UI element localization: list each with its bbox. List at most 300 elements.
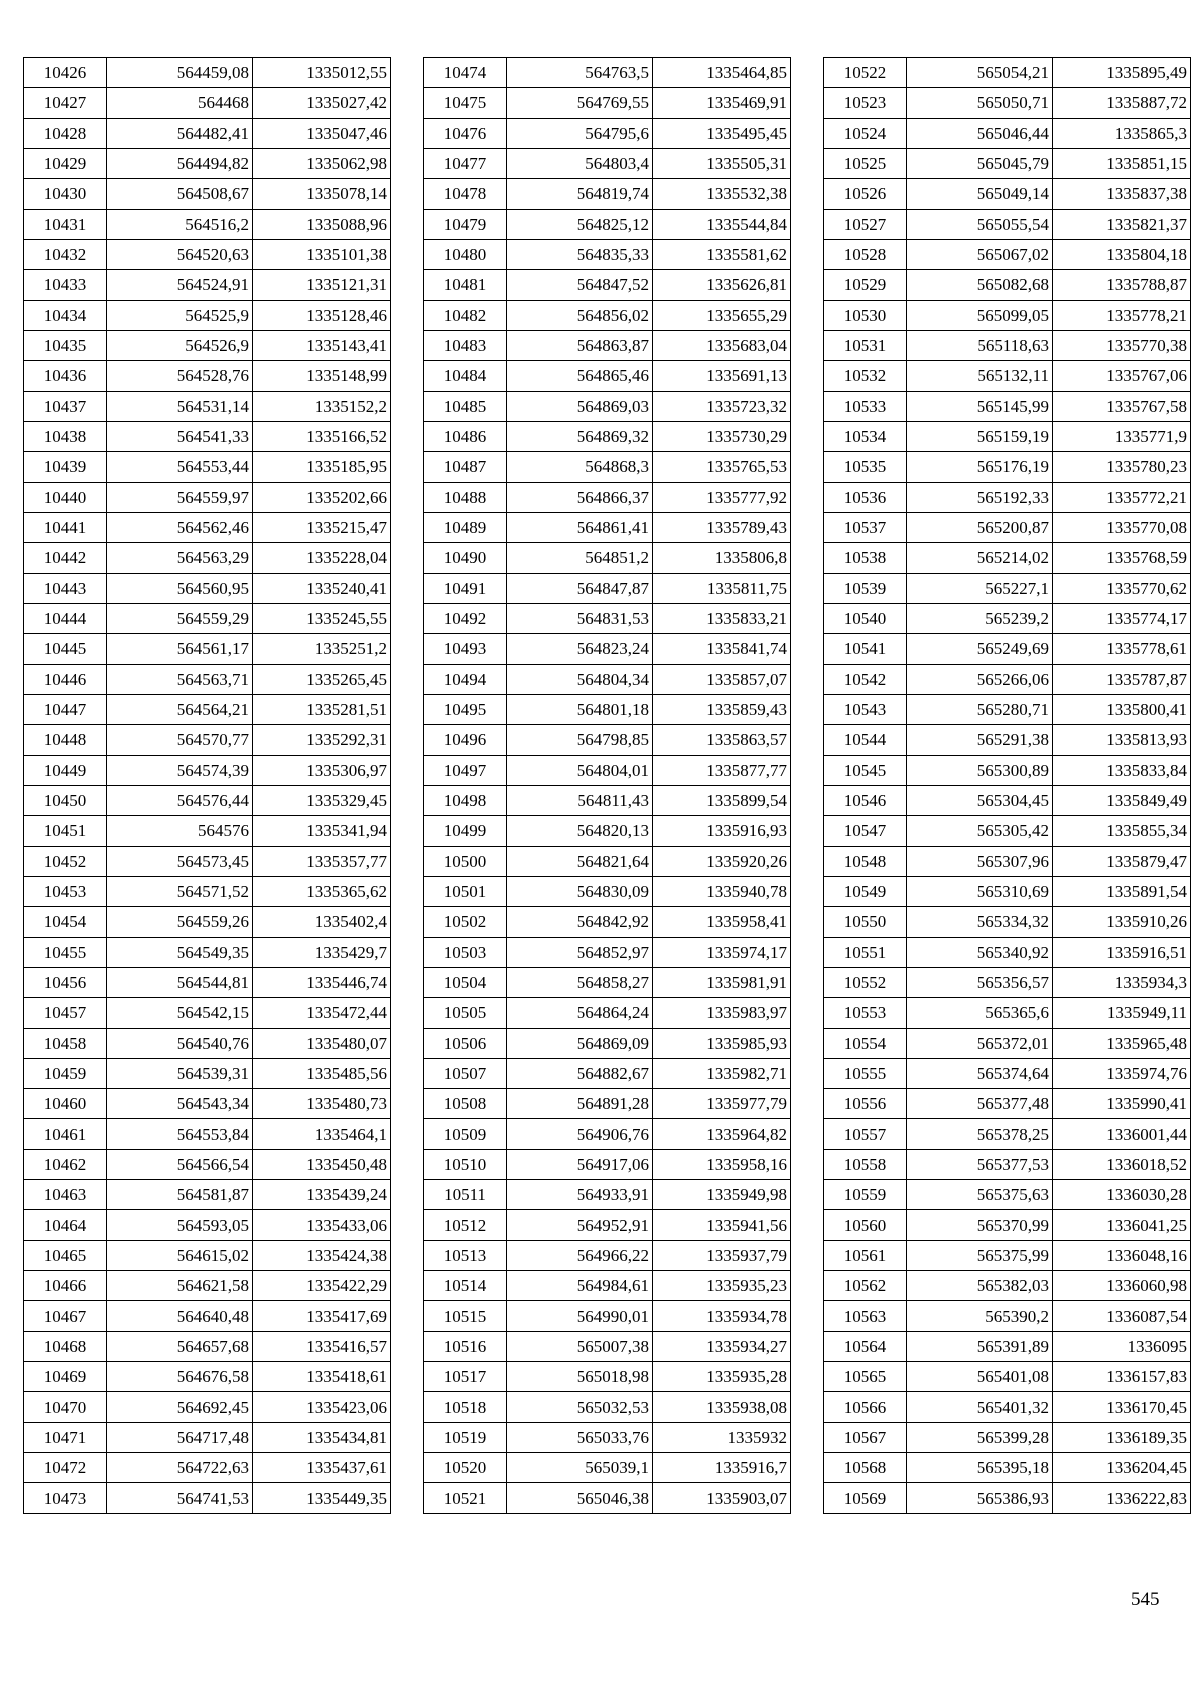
y-coordinate-cell: 1335143,41: [253, 330, 391, 360]
table-row: [24, 300, 391, 330]
table-row: [24, 816, 391, 846]
x-coordinate-cell: 564966,22: [507, 1240, 653, 1270]
point-number-cell: 10495: [424, 694, 507, 724]
point-number-cell: 10434: [24, 300, 107, 330]
table-row: [424, 1453, 791, 1483]
x-coordinate-cell: 564525,9: [107, 300, 253, 330]
table-row: [24, 967, 391, 997]
table-row: [24, 634, 391, 664]
x-coordinate-cell: 564831,53: [507, 603, 653, 633]
table-row: [824, 603, 1191, 633]
point-number-cell: 10550: [824, 907, 907, 937]
y-coordinate-cell: 1335865,3: [1053, 118, 1191, 148]
table-row: [824, 209, 1191, 239]
y-coordinate-cell: 1335012,55: [253, 58, 391, 88]
table-row: [824, 391, 1191, 421]
table-row: [824, 1362, 1191, 1392]
y-coordinate-cell: 1335121,31: [253, 270, 391, 300]
x-coordinate-cell: 565280,71: [907, 694, 1053, 724]
point-number-cell: 10555: [824, 1058, 907, 1088]
point-number-cell: 10486: [424, 421, 507, 451]
y-coordinate-cell: 1335811,75: [653, 573, 791, 603]
table-row: [824, 421, 1191, 451]
point-number-cell: 10456: [24, 967, 107, 997]
table-row: [424, 1271, 791, 1301]
y-coordinate-cell: 1335772,21: [1053, 482, 1191, 512]
table-row: [824, 664, 1191, 694]
x-coordinate-cell: 564741,53: [107, 1483, 253, 1513]
point-number-cell: 10442: [24, 543, 107, 573]
x-coordinate-cell: 564508,67: [107, 179, 253, 209]
y-coordinate-cell: 1335934,78: [653, 1301, 791, 1331]
point-number-cell: 10494: [424, 664, 507, 694]
y-coordinate-cell: 1335932: [653, 1422, 791, 1452]
table-row: [24, 543, 391, 573]
y-coordinate-cell: 1336060,98: [1053, 1271, 1191, 1301]
point-number-cell: 10532: [824, 361, 907, 391]
x-coordinate-cell: 564823,24: [507, 634, 653, 664]
y-coordinate-cell: 1335981,91: [653, 967, 791, 997]
x-coordinate-cell: 565176,19: [907, 452, 1053, 482]
x-coordinate-cell: 565227,1: [907, 573, 1053, 603]
x-coordinate-cell: 564820,13: [507, 816, 653, 846]
table-row: [24, 1422, 391, 1452]
y-coordinate-cell: 1335464,85: [653, 58, 791, 88]
point-number-cell: 10450: [24, 785, 107, 815]
x-coordinate-cell: 564576,44: [107, 785, 253, 815]
x-coordinate-cell: 564990,01: [507, 1301, 653, 1331]
y-coordinate-cell: 1335849,49: [1053, 785, 1191, 815]
table-row: [24, 755, 391, 785]
y-coordinate-cell: 1335774,17: [1053, 603, 1191, 633]
point-number-cell: 10568: [824, 1453, 907, 1483]
x-coordinate-cell: 565249,69: [907, 634, 1053, 664]
table-row: [24, 603, 391, 633]
x-coordinate-cell: 564856,02: [507, 300, 653, 330]
table-row: [824, 634, 1191, 664]
table-row: [824, 270, 1191, 300]
y-coordinate-cell: 1335916,7: [653, 1453, 791, 1483]
y-coordinate-cell: 1335472,44: [253, 998, 391, 1028]
point-number-cell: 10529: [824, 270, 907, 300]
point-number-cell: 10484: [424, 361, 507, 391]
x-coordinate-cell: 564819,74: [507, 179, 653, 209]
y-coordinate-cell: 1335777,92: [653, 482, 791, 512]
y-coordinate-cell: 1335910,26: [1053, 907, 1191, 937]
y-coordinate-cell: 1335813,93: [1053, 725, 1191, 755]
table-row: [824, 452, 1191, 482]
table-row: [424, 421, 791, 451]
y-coordinate-cell: 1335767,58: [1053, 391, 1191, 421]
y-coordinate-cell: 1335532,38: [653, 179, 791, 209]
table-row: [24, 1453, 391, 1483]
y-coordinate-cell: 1335804,18: [1053, 239, 1191, 269]
y-coordinate-cell: 1335778,61: [1053, 634, 1191, 664]
point-number-cell: 10537: [824, 512, 907, 542]
point-number-cell: 10512: [424, 1210, 507, 1240]
x-coordinate-cell: 565310,69: [907, 876, 1053, 906]
point-number-cell: 10452: [24, 846, 107, 876]
x-coordinate-cell: 565378,25: [907, 1119, 1053, 1149]
x-coordinate-cell: 564861,41: [507, 512, 653, 542]
y-coordinate-cell: 1335485,56: [253, 1058, 391, 1088]
point-number-cell: 10464: [24, 1210, 107, 1240]
table-row: [824, 1422, 1191, 1452]
x-coordinate-cell: 564468: [107, 88, 253, 118]
x-coordinate-cell: 565200,87: [907, 512, 1053, 542]
y-coordinate-cell: 1335422,29: [253, 1271, 391, 1301]
table-row: [24, 1240, 391, 1270]
y-coordinate-cell: 1335418,61: [253, 1362, 391, 1392]
point-number-cell: 10507: [424, 1058, 507, 1088]
point-number-cell: 10449: [24, 755, 107, 785]
y-coordinate-cell: 1335958,41: [653, 907, 791, 937]
y-coordinate-cell: 1336087,54: [1053, 1301, 1191, 1331]
table-row: [824, 1149, 1191, 1179]
x-coordinate-cell: 564868,3: [507, 452, 653, 482]
table-row: [424, 118, 791, 148]
table-row: [824, 330, 1191, 360]
y-coordinate-cell: 1335449,35: [253, 1483, 391, 1513]
y-coordinate-cell: 1335148,99: [253, 361, 391, 391]
table-row: [24, 1362, 391, 1392]
point-number-cell: 10502: [424, 907, 507, 937]
table-row: [824, 1483, 1191, 1513]
point-number-cell: 10482: [424, 300, 507, 330]
x-coordinate-cell: 565214,02: [907, 543, 1053, 573]
table-row: [824, 907, 1191, 937]
table-row: [824, 846, 1191, 876]
x-coordinate-cell: 564882,67: [507, 1058, 653, 1088]
y-coordinate-cell: 1335245,55: [253, 603, 391, 633]
x-coordinate-cell: 564933,91: [507, 1180, 653, 1210]
x-coordinate-cell: 564825,12: [507, 209, 653, 239]
point-number-cell: 10565: [824, 1362, 907, 1392]
y-coordinate-cell: 1335281,51: [253, 694, 391, 724]
x-coordinate-cell: 565377,53: [907, 1149, 1053, 1179]
y-coordinate-cell: 1335251,2: [253, 634, 391, 664]
table-row: [824, 1301, 1191, 1331]
table-row: [24, 482, 391, 512]
table-row: [824, 816, 1191, 846]
x-coordinate-cell: 565054,21: [907, 58, 1053, 88]
table-row: [824, 1331, 1191, 1361]
table-row: [24, 179, 391, 209]
point-number-cell: 10428: [24, 118, 107, 148]
table-row: [424, 1089, 791, 1119]
x-coordinate-cell: 564865,46: [507, 361, 653, 391]
y-coordinate-cell: 1335365,62: [253, 876, 391, 906]
point-number-cell: 10444: [24, 603, 107, 633]
table-row: [424, 634, 791, 664]
y-coordinate-cell: 1335306,97: [253, 755, 391, 785]
y-coordinate-cell: 1335417,69: [253, 1301, 391, 1331]
point-number-cell: 10560: [824, 1210, 907, 1240]
x-coordinate-cell: 564804,01: [507, 755, 653, 785]
point-number-cell: 10431: [24, 209, 107, 239]
point-number-cell: 10475: [424, 88, 507, 118]
table-row: [24, 391, 391, 421]
x-coordinate-cell: 565132,11: [907, 361, 1053, 391]
x-coordinate-cell: 564539,31: [107, 1058, 253, 1088]
x-coordinate-cell: 564553,84: [107, 1119, 253, 1149]
table-row: [24, 148, 391, 178]
table-row: [424, 846, 791, 876]
x-coordinate-cell: 564906,76: [507, 1119, 653, 1149]
y-coordinate-cell: 1335240,41: [253, 573, 391, 603]
y-coordinate-cell: 1335916,51: [1053, 937, 1191, 967]
point-number-cell: 10523: [824, 88, 907, 118]
point-number-cell: 10440: [24, 482, 107, 512]
x-coordinate-cell: 564858,27: [507, 967, 653, 997]
x-coordinate-cell: 564541,33: [107, 421, 253, 451]
x-coordinate-cell: 565046,44: [907, 118, 1053, 148]
point-number-cell: 10458: [24, 1028, 107, 1058]
point-number-cell: 10501: [424, 876, 507, 906]
point-number-cell: 10438: [24, 421, 107, 451]
point-number-cell: 10478: [424, 179, 507, 209]
y-coordinate-cell: 1335027,42: [253, 88, 391, 118]
point-number-cell: 10485: [424, 391, 507, 421]
y-coordinate-cell: 1335770,62: [1053, 573, 1191, 603]
point-number-cell: 10427: [24, 88, 107, 118]
y-coordinate-cell: 1335152,2: [253, 391, 391, 421]
point-number-cell: 10487: [424, 452, 507, 482]
y-coordinate-cell: 1335964,82: [653, 1119, 791, 1149]
y-coordinate-cell: 1335983,97: [653, 998, 791, 1028]
point-number-cell: 10437: [24, 391, 107, 421]
y-coordinate-cell: 1335833,21: [653, 603, 791, 633]
x-coordinate-cell: 565032,53: [507, 1392, 653, 1422]
x-coordinate-cell: 564835,33: [507, 239, 653, 269]
y-coordinate-cell: 1335833,84: [1053, 755, 1191, 785]
point-number-cell: 10562: [824, 1271, 907, 1301]
y-coordinate-cell: 1335357,77: [253, 846, 391, 876]
x-coordinate-cell: 565045,79: [907, 148, 1053, 178]
point-number-cell: 10476: [424, 118, 507, 148]
table-row: [424, 88, 791, 118]
table-row: [424, 452, 791, 482]
table-row: [24, 846, 391, 876]
y-coordinate-cell: 1335166,52: [253, 421, 391, 451]
x-coordinate-cell: 564549,35: [107, 937, 253, 967]
y-coordinate-cell: 1335433,06: [253, 1210, 391, 1240]
y-coordinate-cell: 1335821,37: [1053, 209, 1191, 239]
point-number-cell: 10561: [824, 1240, 907, 1270]
x-coordinate-cell: 565039,1: [507, 1453, 653, 1483]
point-number-cell: 10569: [824, 1483, 907, 1513]
table-row: [824, 1180, 1191, 1210]
x-coordinate-cell: 565050,71: [907, 88, 1053, 118]
point-number-cell: 10489: [424, 512, 507, 542]
point-number-cell: 10499: [424, 816, 507, 846]
table-row: [24, 512, 391, 542]
x-coordinate-cell: 564769,55: [507, 88, 653, 118]
y-coordinate-cell: 1335128,46: [253, 300, 391, 330]
x-coordinate-cell: 565291,38: [907, 725, 1053, 755]
x-coordinate-cell: 565382,03: [907, 1271, 1053, 1301]
y-coordinate-cell: 1335837,38: [1053, 179, 1191, 209]
table-row: [24, 664, 391, 694]
point-number-cell: 10446: [24, 664, 107, 694]
x-coordinate-cell: 565390,2: [907, 1301, 1053, 1331]
point-number-cell: 10530: [824, 300, 907, 330]
table-row: [424, 603, 791, 633]
y-coordinate-cell: 1335879,47: [1053, 846, 1191, 876]
x-coordinate-cell: 564563,29: [107, 543, 253, 573]
x-coordinate-cell: 564528,76: [107, 361, 253, 391]
table-row: [24, 1301, 391, 1331]
point-number-cell: 10472: [24, 1453, 107, 1483]
table-row: [824, 937, 1191, 967]
point-number-cell: 10564: [824, 1331, 907, 1361]
x-coordinate-cell: 565046,38: [507, 1483, 653, 1513]
table-row: [424, 1422, 791, 1452]
x-coordinate-cell: 564803,4: [507, 148, 653, 178]
point-number-cell: 10492: [424, 603, 507, 633]
x-coordinate-cell: 564526,9: [107, 330, 253, 360]
point-number-cell: 10531: [824, 330, 907, 360]
point-number-cell: 10467: [24, 1301, 107, 1331]
y-coordinate-cell: 1335920,26: [653, 846, 791, 876]
table-row: [24, 694, 391, 724]
x-coordinate-cell: 565082,68: [907, 270, 1053, 300]
x-coordinate-cell: 564891,28: [507, 1089, 653, 1119]
point-number-cell: 10542: [824, 664, 907, 694]
table-row: [424, 300, 791, 330]
x-coordinate-cell: 564543,34: [107, 1089, 253, 1119]
table-row: [424, 330, 791, 360]
y-coordinate-cell: 1335062,98: [253, 148, 391, 178]
y-coordinate-cell: 1336018,52: [1053, 1149, 1191, 1179]
y-coordinate-cell: 1336095: [1053, 1331, 1191, 1361]
y-coordinate-cell: 1335691,13: [653, 361, 791, 391]
x-coordinate-cell: 564574,39: [107, 755, 253, 785]
y-coordinate-cell: 1335887,72: [1053, 88, 1191, 118]
table-row: [24, 88, 391, 118]
point-number-cell: 10552: [824, 967, 907, 997]
x-coordinate-cell: 564811,43: [507, 785, 653, 815]
point-number-cell: 10471: [24, 1422, 107, 1452]
point-number-cell: 10556: [824, 1089, 907, 1119]
x-coordinate-cell: 564847,87: [507, 573, 653, 603]
y-coordinate-cell: 1335985,93: [653, 1028, 791, 1058]
point-number-cell: 10445: [24, 634, 107, 664]
y-coordinate-cell: 1335949,11: [1053, 998, 1191, 1028]
table-row: [824, 694, 1191, 724]
point-number-cell: 10508: [424, 1089, 507, 1119]
point-number-cell: 10491: [424, 573, 507, 603]
x-coordinate-cell: 564482,41: [107, 118, 253, 148]
table-row: [24, 452, 391, 482]
table-row: [424, 1149, 791, 1179]
point-number-cell: 10500: [424, 846, 507, 876]
table-row: [824, 1271, 1191, 1301]
coordinates-table-3: [823, 57, 1191, 1514]
y-coordinate-cell: 1335770,08: [1053, 512, 1191, 542]
x-coordinate-cell: 564561,17: [107, 634, 253, 664]
y-coordinate-cell: 1335935,28: [653, 1362, 791, 1392]
table-row: [824, 725, 1191, 755]
y-coordinate-cell: 1335434,81: [253, 1422, 391, 1452]
table-row: [24, 58, 391, 88]
y-coordinate-cell: 1335544,84: [653, 209, 791, 239]
x-coordinate-cell: 564869,32: [507, 421, 653, 451]
table-row: [424, 270, 791, 300]
point-number-cell: 10524: [824, 118, 907, 148]
point-number-cell: 10525: [824, 148, 907, 178]
y-coordinate-cell: 1335655,29: [653, 300, 791, 330]
table-row: [24, 785, 391, 815]
table-row: [424, 967, 791, 997]
table-row: [824, 998, 1191, 1028]
y-coordinate-cell: 1336157,83: [1053, 1362, 1191, 1392]
table-row: [424, 785, 791, 815]
table-row: [424, 1210, 791, 1240]
x-coordinate-cell: 564621,58: [107, 1271, 253, 1301]
point-number-cell: 10539: [824, 573, 907, 603]
point-number-cell: 10426: [24, 58, 107, 88]
x-coordinate-cell: 564516,2: [107, 209, 253, 239]
y-coordinate-cell: 1335480,73: [253, 1089, 391, 1119]
point-number-cell: 10547: [824, 816, 907, 846]
table-row: [424, 876, 791, 906]
y-coordinate-cell: 1335788,87: [1053, 270, 1191, 300]
y-coordinate-cell: 1335941,56: [653, 1210, 791, 1240]
x-coordinate-cell: 565007,38: [507, 1331, 653, 1361]
y-coordinate-cell: 1335940,78: [653, 876, 791, 906]
y-coordinate-cell: 1335088,96: [253, 209, 391, 239]
y-coordinate-cell: 1335855,34: [1053, 816, 1191, 846]
y-coordinate-cell: 1335423,06: [253, 1392, 391, 1422]
point-number-cell: 10559: [824, 1180, 907, 1210]
table-row: [24, 907, 391, 937]
point-number-cell: 10498: [424, 785, 507, 815]
y-coordinate-cell: 1335450,48: [253, 1149, 391, 1179]
point-number-cell: 10527: [824, 209, 907, 239]
table-row: [24, 1089, 391, 1119]
table-row: [424, 209, 791, 239]
table-row: [24, 1271, 391, 1301]
y-coordinate-cell: 1335895,49: [1053, 58, 1191, 88]
table-row: [424, 1058, 791, 1088]
point-number-cell: 10543: [824, 694, 907, 724]
y-coordinate-cell: 1335778,21: [1053, 300, 1191, 330]
point-number-cell: 10533: [824, 391, 907, 421]
y-coordinate-cell: 1335723,32: [653, 391, 791, 421]
point-number-cell: 10459: [24, 1058, 107, 1088]
y-coordinate-cell: 1335437,61: [253, 1453, 391, 1483]
table-row: [24, 573, 391, 603]
table-row: [824, 573, 1191, 603]
coordinates-table-2: [423, 57, 791, 1514]
x-coordinate-cell: 564566,54: [107, 1149, 253, 1179]
x-coordinate-cell: 564559,97: [107, 482, 253, 512]
y-coordinate-cell: 1335916,93: [653, 816, 791, 846]
y-coordinate-cell: 1335505,31: [653, 148, 791, 178]
x-coordinate-cell: 564830,09: [507, 876, 653, 906]
y-coordinate-cell: 1335937,79: [653, 1240, 791, 1270]
x-coordinate-cell: 564798,85: [507, 725, 653, 755]
x-coordinate-cell: 564821,64: [507, 846, 653, 876]
point-number-cell: 10522: [824, 58, 907, 88]
x-coordinate-cell: 565300,89: [907, 755, 1053, 785]
point-number-cell: 10517: [424, 1362, 507, 1392]
x-coordinate-cell: 565307,96: [907, 846, 1053, 876]
y-coordinate-cell: 1335859,43: [653, 694, 791, 724]
point-number-cell: 10534: [824, 421, 907, 451]
point-number-cell: 10520: [424, 1453, 507, 1483]
